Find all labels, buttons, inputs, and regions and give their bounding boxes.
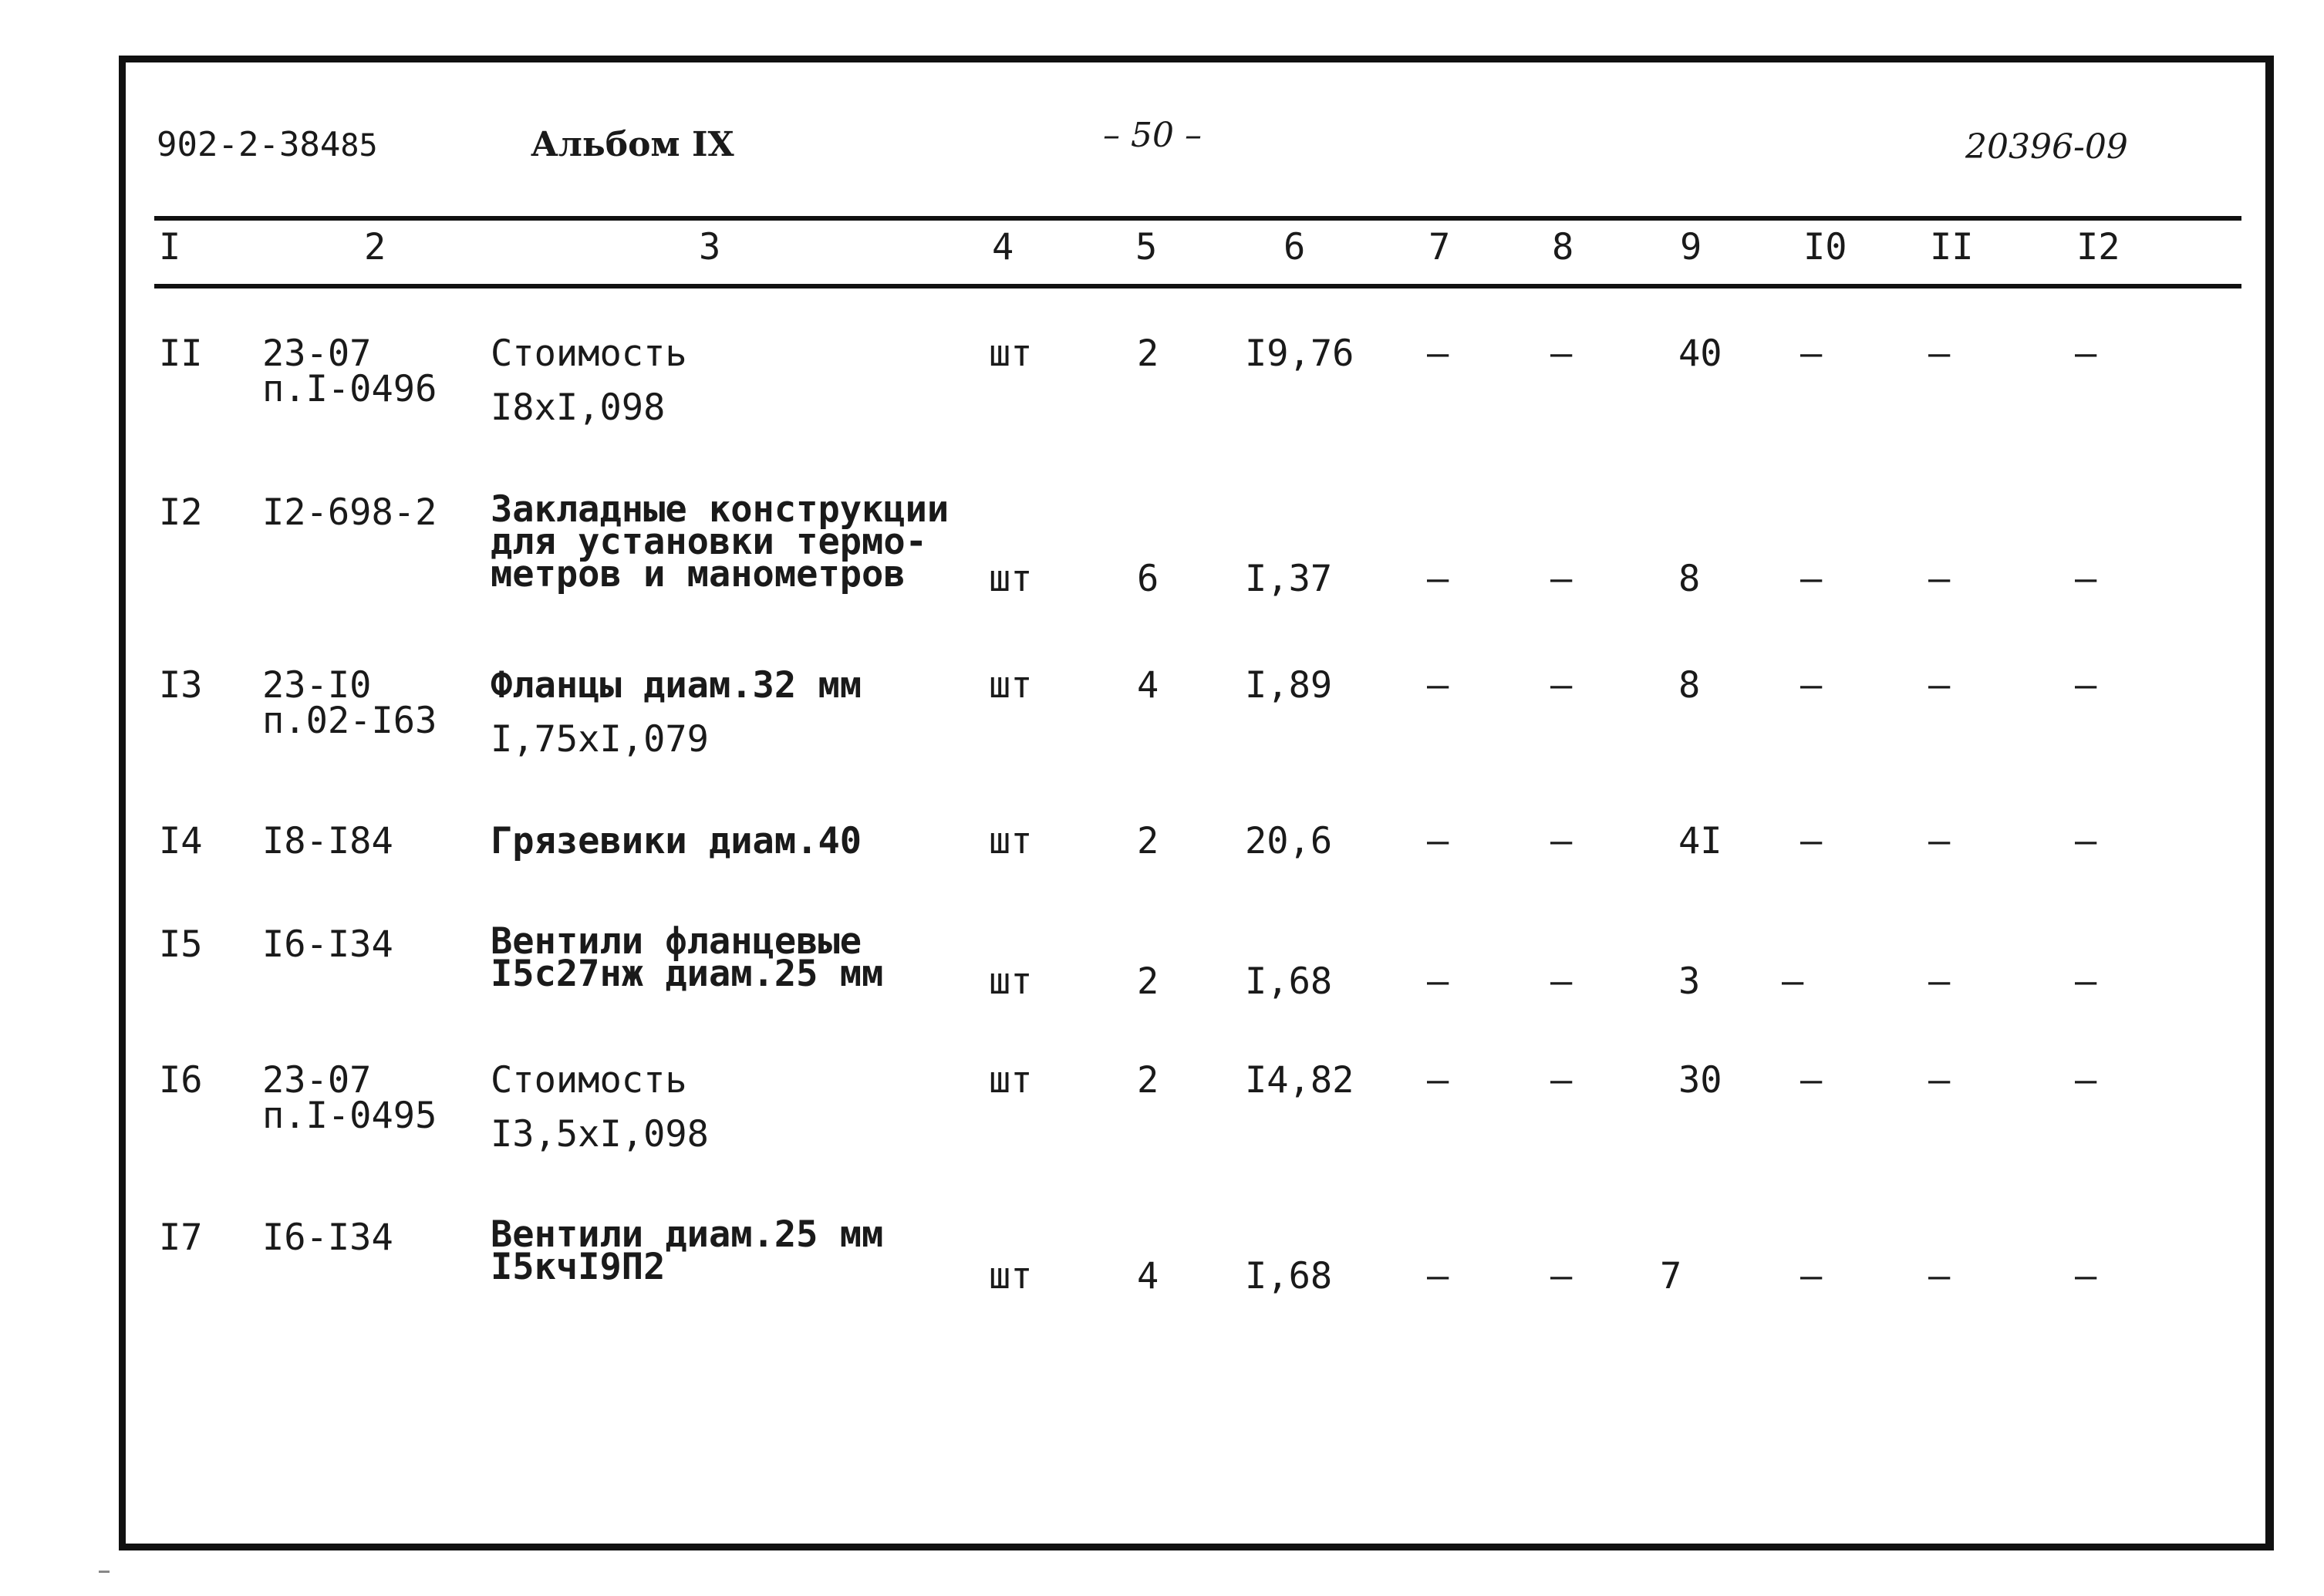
page-number: – 50 – <box>1103 116 1202 155</box>
row-col10: – <box>1800 1059 1823 1102</box>
row-col11: – <box>1928 820 1951 862</box>
col-number: I <box>159 226 181 268</box>
row-code: 23-07 <box>262 332 372 375</box>
col-number: 4 <box>992 226 1014 268</box>
header-rule-bottom <box>154 284 2241 288</box>
col-number: 8 <box>1552 226 1574 268</box>
row-unit: шт <box>989 960 1033 1003</box>
col-number: I2 <box>2076 226 2120 268</box>
row-col7: – <box>1427 1059 1449 1102</box>
row-col9: 7 <box>1660 1255 1682 1297</box>
row-code: 23-I0 <box>262 664 372 707</box>
row-name: Вентили фланцевые <box>491 920 862 963</box>
row-col11: – <box>1928 664 1951 707</box>
row-price: I,68 <box>1245 1255 1333 1297</box>
row-name-line: метров и манометров <box>491 553 906 596</box>
col-number: 5 <box>1135 226 1158 268</box>
row-qty: 2 <box>1137 820 1159 862</box>
row-qty: 4 <box>1137 664 1159 707</box>
row-col8: – <box>1550 664 1573 707</box>
row-unit: шт <box>989 664 1033 707</box>
row-col11: – <box>1928 332 1951 375</box>
row-qty: 2 <box>1137 960 1159 1003</box>
row-name-line: I5кчI9П2 <box>491 1246 666 1288</box>
row-col7: – <box>1427 820 1449 862</box>
row-col10: – <box>1800 664 1823 707</box>
sheet-number: 20396-09 <box>1965 127 2128 167</box>
row-col9: 8 <box>1678 664 1701 707</box>
row-name: Стоимость <box>491 332 687 375</box>
page-frame <box>119 56 2274 1550</box>
row-price: 20,6 <box>1245 820 1333 862</box>
row-col8: – <box>1550 820 1573 862</box>
row-col8: – <box>1550 558 1573 600</box>
row-name: Стоимость <box>491 1059 687 1102</box>
album-title: Альбом IX <box>531 125 734 164</box>
row-code: I2-698-2 <box>262 491 437 534</box>
row-unit: шт <box>989 1059 1033 1102</box>
row-col12: – <box>2075 558 2097 600</box>
row-code: I8-I84 <box>262 820 393 862</box>
row-col9: 4I <box>1678 820 1722 862</box>
row-col12: – <box>2075 1255 2097 1297</box>
row-name: Фланцы диам.32 мм <box>491 664 862 707</box>
row-col8: – <box>1550 1255 1573 1297</box>
row-col10: – <box>1800 332 1823 375</box>
row-col11: – <box>1928 558 1951 600</box>
row-note: I8xI,098 <box>491 386 666 429</box>
row-price: I,89 <box>1245 664 1333 707</box>
header-rule-top <box>154 216 2241 221</box>
row-col10: – <box>1800 820 1823 862</box>
row-col10: – <box>1800 1255 1823 1297</box>
row-number: II <box>159 332 203 375</box>
row-qty: 4 <box>1137 1255 1159 1297</box>
row-col8: – <box>1550 332 1573 375</box>
row-qty: 6 <box>1137 558 1159 600</box>
row-number: I2 <box>159 491 203 534</box>
row-code: I6-I34 <box>262 923 393 966</box>
row-col9: 8 <box>1678 558 1701 600</box>
row-code-ref: п.I-0495 <box>262 1095 437 1137</box>
row-col10: – <box>1782 960 1804 1003</box>
row-note: I3,5xI,098 <box>491 1113 709 1156</box>
row-col7: – <box>1427 664 1449 707</box>
row-unit: шт <box>989 820 1033 862</box>
row-note: I,75xI,079 <box>491 718 709 761</box>
col-number: I0 <box>1803 226 1847 268</box>
row-col9: 40 <box>1678 332 1722 375</box>
row-col12: – <box>2075 960 2097 1003</box>
row-price: I,37 <box>1245 558 1333 600</box>
row-col10: – <box>1800 558 1823 600</box>
row-name-line: для установки термо- <box>491 521 927 563</box>
row-unit: шт <box>989 1255 1033 1297</box>
row-price: I9,76 <box>1245 332 1354 375</box>
row-name: Грязевики диам.40 <box>491 820 862 862</box>
row-col8: – <box>1550 1059 1573 1102</box>
doc-code-suffix: 85 <box>340 128 378 164</box>
row-col9: 30 <box>1678 1059 1722 1102</box>
row-price: I,68 <box>1245 960 1333 1003</box>
row-qty: 2 <box>1137 1059 1159 1102</box>
row-name-line: I5с27нж диам.25 мм <box>491 953 884 995</box>
row-number: I6 <box>159 1059 203 1102</box>
row-col12: – <box>2075 332 2097 375</box>
scan-mark <box>99 1571 110 1573</box>
row-number: I4 <box>159 820 203 862</box>
row-col7: – <box>1427 332 1449 375</box>
row-col9: 3 <box>1678 960 1701 1003</box>
col-number: 6 <box>1283 226 1306 268</box>
row-unit: шт <box>989 332 1033 375</box>
col-number: II <box>1930 226 1974 268</box>
row-name: Вентили диам.25 мм <box>491 1213 884 1256</box>
row-code-ref: п.I-0496 <box>262 368 437 410</box>
row-col11: – <box>1928 1059 1951 1102</box>
row-col12: – <box>2075 1059 2097 1102</box>
col-number: 3 <box>699 226 721 268</box>
row-col7: – <box>1427 960 1449 1003</box>
row-number: I3 <box>159 664 203 707</box>
row-col8: – <box>1550 960 1573 1003</box>
row-col11: – <box>1928 1255 1951 1297</box>
col-number: 9 <box>1680 226 1702 268</box>
row-col7: – <box>1427 558 1449 600</box>
row-number: I5 <box>159 923 203 966</box>
row-number: I7 <box>159 1216 203 1259</box>
row-name: Закладные конструкции <box>491 488 950 531</box>
row-qty: 2 <box>1137 332 1159 375</box>
row-code: I6-I34 <box>262 1216 393 1259</box>
col-number: 7 <box>1428 226 1451 268</box>
doc-code: 902-2-38485 <box>157 125 378 164</box>
row-code: 23-07 <box>262 1059 372 1102</box>
row-col11: – <box>1928 960 1951 1003</box>
col-number: 2 <box>364 226 386 268</box>
row-code-ref: п.02-I63 <box>262 700 437 742</box>
row-col12: – <box>2075 664 2097 707</box>
row-price: I4,82 <box>1245 1059 1354 1102</box>
row-unit: шт <box>989 558 1033 600</box>
row-col7: – <box>1427 1255 1449 1297</box>
row-col12: – <box>2075 820 2097 862</box>
